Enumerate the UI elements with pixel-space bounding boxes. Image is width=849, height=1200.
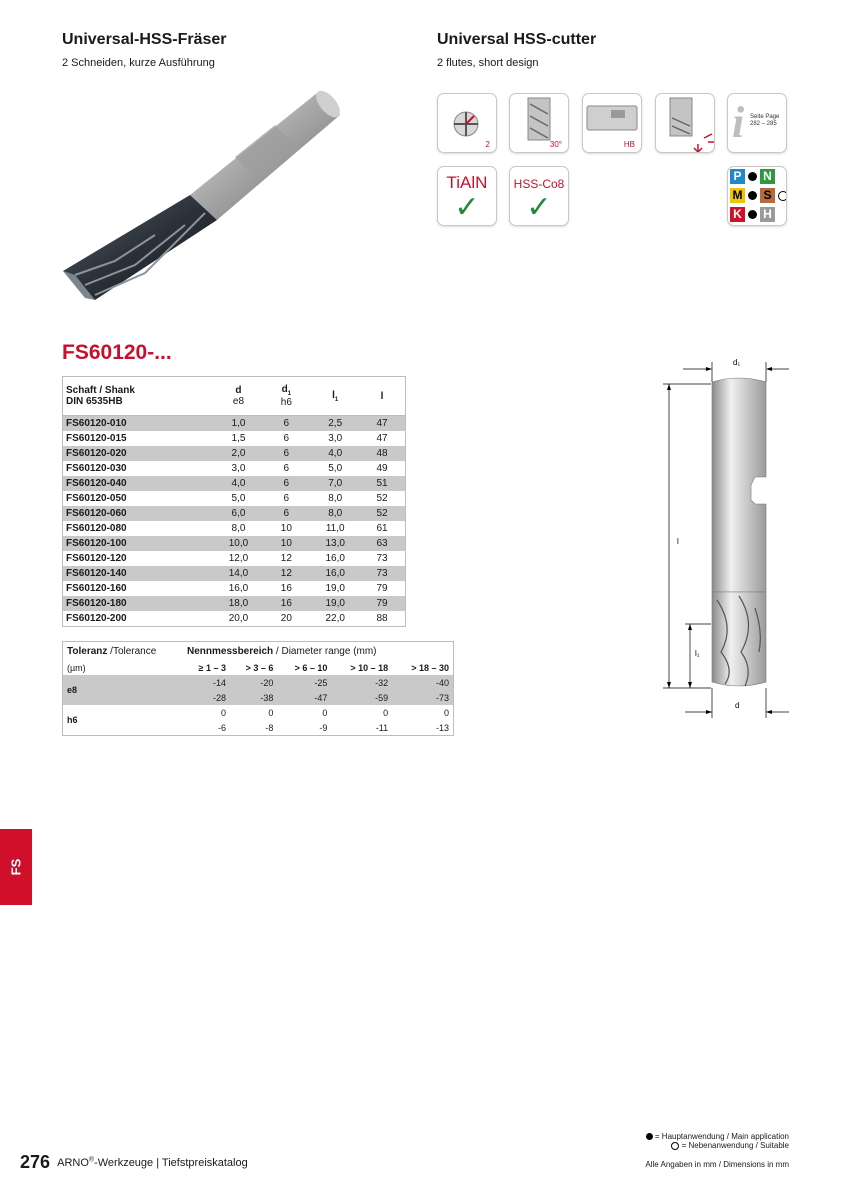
shank-header: Schaft / Shank DIN 6535HB bbox=[66, 385, 135, 407]
dimension-table bbox=[62, 376, 406, 627]
tol-cell: -20 bbox=[230, 675, 277, 690]
e8-label: e8 bbox=[63, 675, 184, 705]
tolerance-table bbox=[62, 641, 454, 736]
tol-cell: 0 bbox=[443, 707, 449, 718]
footer-left bbox=[20, 1152, 248, 1173]
table-row bbox=[63, 596, 406, 611]
l1-cell: 11,0 bbox=[325, 523, 345, 534]
shank-type: HB bbox=[623, 140, 635, 149]
main-application-dot bbox=[748, 210, 757, 219]
tol-cell: -25 bbox=[277, 675, 331, 690]
d1-cell: 6 bbox=[261, 416, 311, 432]
tol-cell: -6 bbox=[217, 722, 226, 733]
table-row bbox=[63, 536, 406, 551]
d1-cell: 6 bbox=[261, 446, 311, 461]
tol-cell: -13 bbox=[435, 722, 449, 733]
l-cell: 49 bbox=[376, 463, 388, 474]
l-cell: 48 bbox=[359, 446, 405, 461]
material-s: S bbox=[760, 188, 775, 203]
table-row bbox=[63, 416, 406, 432]
article-code-cell: FS60120-030 bbox=[66, 463, 127, 474]
article-code-cell: FS60120-140 bbox=[63, 566, 216, 581]
dimensions-note: Alle Angaben in mm / Dimensions in mm bbox=[645, 1160, 789, 1169]
range-cell: > 18 – 30 bbox=[411, 662, 449, 673]
table-row bbox=[63, 551, 406, 566]
info-tile[interactable] bbox=[727, 93, 787, 153]
h6-label: h6 bbox=[67, 715, 78, 725]
l-cell: 73 bbox=[359, 566, 405, 581]
d1-cell: 16 bbox=[280, 583, 292, 594]
d-cell: 14,0 bbox=[216, 566, 262, 581]
flutes-count: 2 bbox=[485, 140, 490, 149]
d-cell: 2,0 bbox=[216, 446, 262, 461]
l-cell: 51 bbox=[359, 476, 405, 491]
shank-tile bbox=[582, 93, 642, 153]
l1-cell: 2,5 bbox=[311, 416, 359, 432]
table-row bbox=[63, 431, 406, 446]
d1-cell: 10 bbox=[280, 523, 292, 534]
range-cell: > 6 – 10 bbox=[294, 662, 328, 673]
l-cell: 73 bbox=[376, 553, 388, 564]
l-header: l bbox=[380, 390, 384, 402]
page-number: 276 bbox=[20, 1152, 51, 1172]
d-cell: 1,5 bbox=[231, 433, 246, 444]
article-code-cell: FS60120-120 bbox=[66, 553, 127, 564]
l-cell: 79 bbox=[376, 583, 388, 594]
helix-angle: 30° bbox=[549, 140, 562, 149]
d-cell: 1,0 bbox=[216, 416, 262, 432]
l1-cell: 4,0 bbox=[311, 446, 359, 461]
article-code-cell: FS60120-080 bbox=[66, 523, 127, 534]
check-icon: ✓ bbox=[454, 191, 480, 224]
table-row bbox=[63, 446, 406, 461]
tol-cell: -11 bbox=[375, 722, 389, 733]
l-cell: 52 bbox=[359, 506, 405, 521]
catalog-title: ARNO®-Werkzeuge | Tiefstpreiskatalog bbox=[57, 1156, 248, 1169]
tol-cell: -32 bbox=[331, 675, 392, 690]
range-cell: > 3 – 6 bbox=[245, 662, 274, 673]
article-code-cell: FS60120-200 bbox=[66, 613, 127, 624]
tol-cell: -73 bbox=[392, 690, 453, 705]
d1-cell: 6 bbox=[283, 433, 290, 444]
material-hssco8-tile bbox=[509, 166, 569, 226]
d1-cell: 16 bbox=[261, 596, 311, 611]
d-cell: 6,0 bbox=[216, 506, 262, 521]
tol-cell: 0 bbox=[268, 707, 274, 718]
l1-cell: 5,0 bbox=[328, 463, 343, 474]
tol-cell: 0 bbox=[220, 707, 226, 718]
d1-cell: 20 bbox=[280, 613, 292, 624]
unit-label: (µm) bbox=[67, 662, 86, 673]
dim-d1-label: d₁ bbox=[733, 358, 741, 367]
info-page-label: Seite Page bbox=[750, 114, 780, 120]
d-cell: 10,0 bbox=[216, 536, 262, 551]
article-code-cell: FS60120-100 bbox=[63, 536, 216, 551]
coating-tialn-label: TiAlN bbox=[446, 173, 488, 192]
suitable-ring bbox=[778, 191, 787, 201]
section-tab-fs[interactable]: FS bbox=[0, 829, 32, 905]
helix-tile bbox=[509, 93, 569, 153]
article-code-cell: FS60120-010 bbox=[63, 416, 216, 432]
d-header: d e8 bbox=[232, 385, 245, 407]
table-row bbox=[63, 461, 406, 476]
l1-cell: 7,0 bbox=[311, 476, 359, 491]
material-m: M bbox=[730, 188, 745, 203]
l1-cell: 19,0 bbox=[325, 583, 345, 594]
l1-cell: 19,0 bbox=[311, 596, 359, 611]
article-code-cell: FS60120-180 bbox=[63, 596, 216, 611]
material-h: H bbox=[760, 207, 775, 222]
material-group-tile bbox=[727, 166, 787, 226]
l1-cell: 8,0 bbox=[328, 493, 343, 504]
range-cell: ≥ 1 – 3 bbox=[198, 662, 226, 673]
d1-cell: 6 bbox=[261, 476, 311, 491]
l-cell: 63 bbox=[359, 536, 405, 551]
d1-cell: 12 bbox=[261, 566, 311, 581]
material-k: K bbox=[730, 207, 745, 222]
article-code-cell: FS60120-040 bbox=[63, 476, 216, 491]
table-row bbox=[63, 581, 406, 596]
tol-cell: -9 bbox=[319, 722, 328, 733]
info-page-range: 282 – 285 bbox=[750, 121, 777, 127]
title-en: Universal HSS-cutter bbox=[437, 31, 597, 48]
d1-cell: 6 bbox=[283, 493, 290, 504]
plunge-milling-icon bbox=[656, 94, 715, 153]
tol-cell: -40 bbox=[392, 675, 453, 690]
legend-suitable: = Nebenanwendung / Suitable bbox=[681, 1141, 789, 1150]
dim-d-label: d bbox=[735, 701, 740, 710]
d1-cell: 12 bbox=[280, 553, 292, 564]
end-mill-photo bbox=[55, 85, 375, 315]
l1-cell: 8,0 bbox=[311, 506, 359, 521]
tol-cell: 0 bbox=[322, 707, 328, 718]
d1-cell: 6 bbox=[283, 463, 290, 474]
subtitle-de: 2 Schneiden, kurze Ausführung bbox=[62, 57, 215, 69]
l1-header: $l_1$ bbox=[332, 389, 339, 403]
tol-cell: 0 bbox=[383, 707, 389, 718]
l-cell: 61 bbox=[376, 523, 388, 534]
article-code-cell: FS60120-060 bbox=[63, 506, 216, 521]
main-application-dot bbox=[748, 191, 757, 200]
d-cell: 12,0 bbox=[228, 553, 249, 564]
table-row bbox=[63, 506, 406, 521]
flutes-tile bbox=[437, 93, 497, 153]
article-code-cell: FS60120-020 bbox=[63, 446, 216, 461]
d-cell: 5,0 bbox=[231, 493, 246, 504]
d-cell: 18,0 bbox=[216, 596, 262, 611]
l1-cell: 3,0 bbox=[328, 433, 343, 444]
tol-cell: -14 bbox=[183, 675, 230, 690]
d1-cell: 6 bbox=[261, 506, 311, 521]
table-row bbox=[63, 521, 406, 536]
d1-header: $d_1$ h6 bbox=[280, 384, 292, 408]
product-code: FS60120-... bbox=[62, 341, 172, 364]
d-cell: 8,0 bbox=[231, 523, 246, 534]
l1-cell: 16,0 bbox=[311, 566, 359, 581]
article-code-cell: FS60120-015 bbox=[66, 433, 127, 444]
technical-drawing bbox=[655, 352, 795, 722]
tol-cell: -38 bbox=[230, 690, 277, 705]
tolerance-header: Toleranz /Tolerance bbox=[67, 645, 157, 657]
l1-cell: 16,0 bbox=[325, 553, 345, 564]
tol-cell: -59 bbox=[331, 690, 392, 705]
dim-l1-label: l₁ bbox=[695, 649, 700, 658]
d-cell: 20,0 bbox=[228, 613, 249, 624]
dim-l-label: l bbox=[677, 537, 679, 546]
l-cell: 52 bbox=[376, 493, 388, 504]
legend bbox=[646, 1132, 789, 1150]
article-code-cell: FS60120-160 bbox=[66, 583, 127, 594]
l-cell: 88 bbox=[376, 613, 388, 624]
l1-cell: 13,0 bbox=[311, 536, 359, 551]
table-row bbox=[63, 491, 406, 506]
d-cell: 3,0 bbox=[231, 463, 246, 474]
l-cell: 79 bbox=[359, 596, 405, 611]
article-code-cell: FS60120-050 bbox=[66, 493, 127, 504]
legend-main: = Hauptanwendung / Main application bbox=[654, 1132, 789, 1141]
table-row bbox=[63, 566, 406, 581]
tol-cell: -47 bbox=[277, 690, 331, 705]
tol-cell: -28 bbox=[183, 690, 230, 705]
range-cell: > 10 – 18 bbox=[350, 662, 389, 673]
d1-cell: 10 bbox=[261, 536, 311, 551]
material-p: P bbox=[730, 169, 745, 184]
material-hssco8-label: HSS-Co8 bbox=[513, 177, 565, 191]
table-row bbox=[63, 476, 406, 491]
info-icon: i bbox=[732, 98, 745, 147]
material-n: N bbox=[760, 169, 775, 184]
d-cell: 4,0 bbox=[216, 476, 262, 491]
plunge-tile bbox=[655, 93, 715, 153]
table-row bbox=[63, 611, 406, 627]
l1-cell: 22,0 bbox=[325, 613, 345, 624]
l-cell: 47 bbox=[376, 433, 388, 444]
d-cell: 16,0 bbox=[228, 583, 249, 594]
check-icon: ✓ bbox=[526, 191, 552, 224]
coating-tialn-tile bbox=[437, 166, 497, 226]
diameter-range-header: Nennmessbereich / Diameter range (mm) bbox=[187, 645, 377, 657]
subtitle-en: 2 flutes, short design bbox=[437, 57, 539, 69]
main-application-dot bbox=[646, 1133, 653, 1140]
l-cell: 47 bbox=[359, 416, 405, 432]
main-application-dot bbox=[748, 172, 757, 181]
title-de: Universal-HSS-Fräser bbox=[62, 31, 227, 48]
suitable-ring bbox=[671, 1142, 679, 1150]
tol-cell: -8 bbox=[265, 722, 274, 733]
